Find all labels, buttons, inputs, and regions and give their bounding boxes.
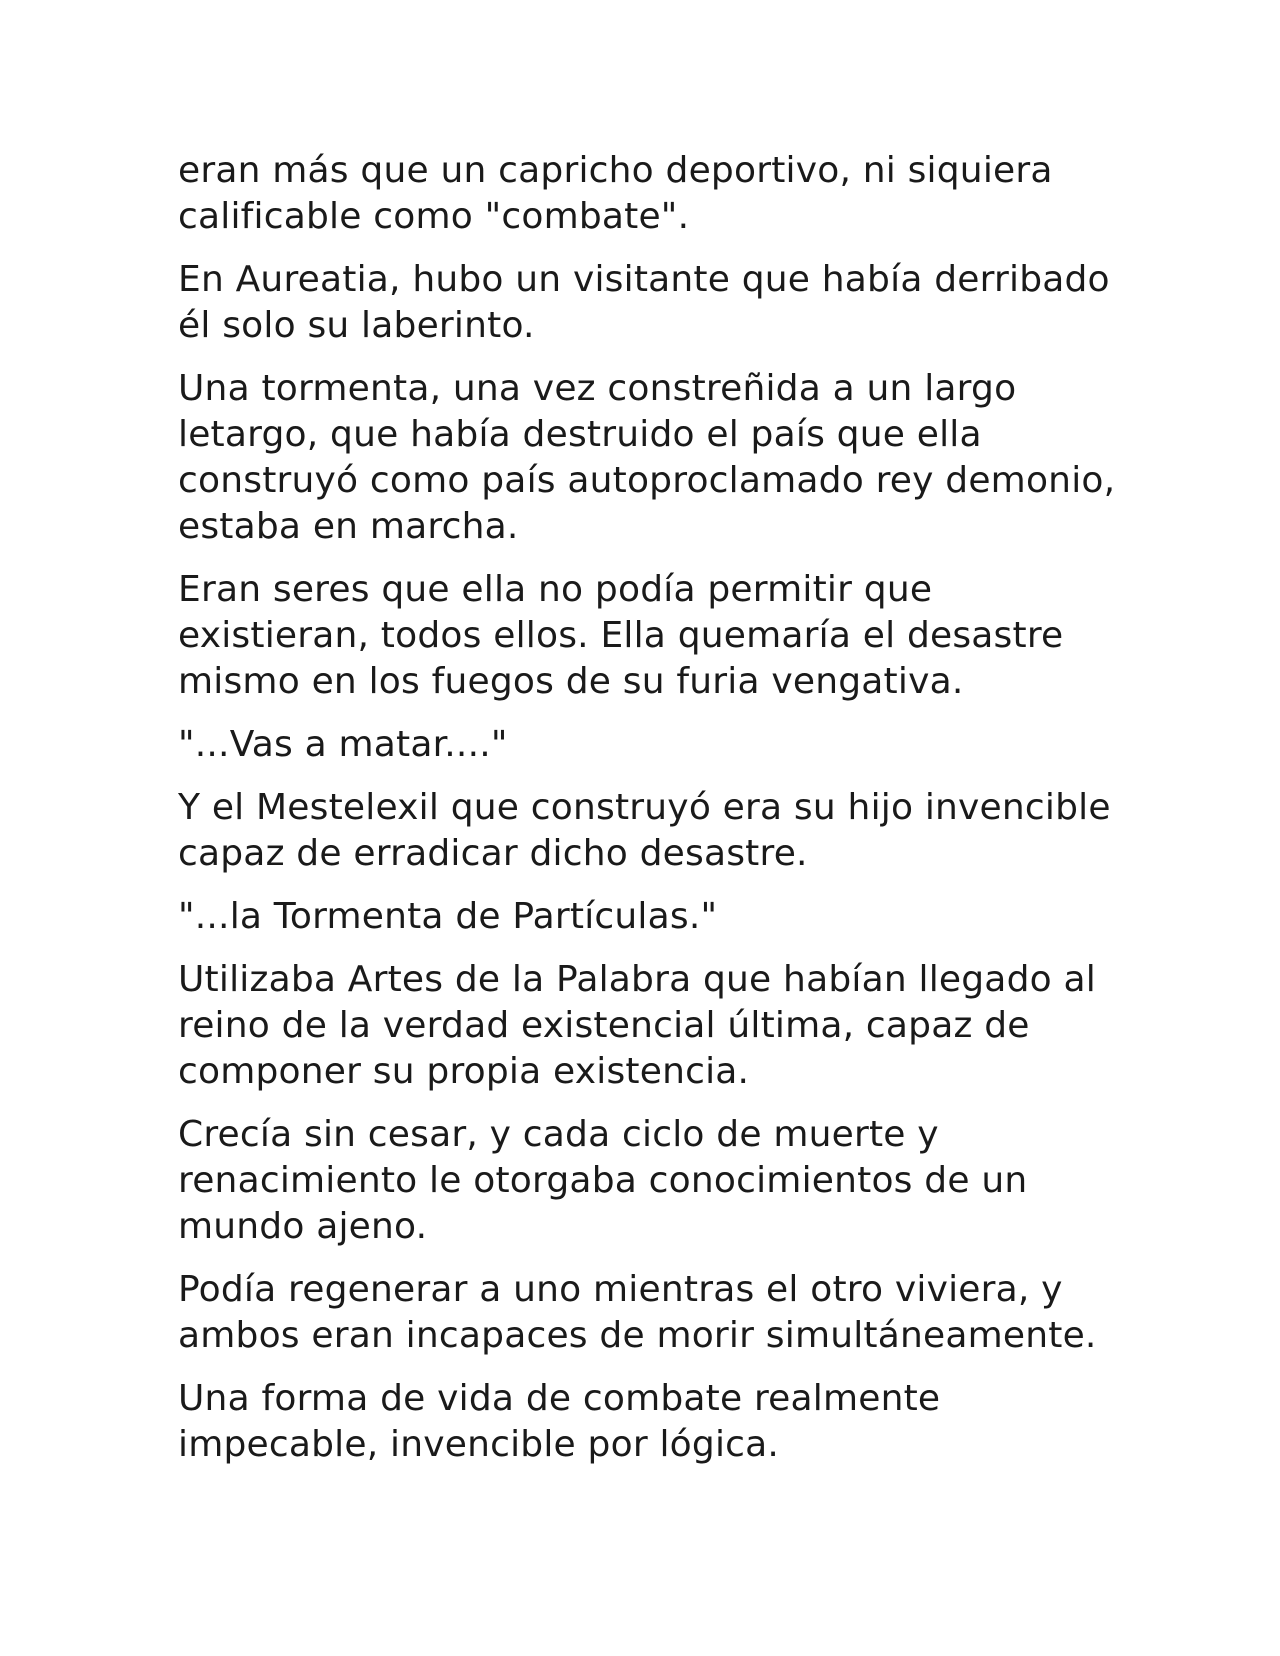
paragraph: Crecía sin cesar, y cada ciclo de muerte y renacimiento le otorgaba conocimientos de un mundo ajeno. (178, 1114, 1028, 1247)
paragraph: Y el Mestelexil que construyó era su hijo invencible capaz de erradicar dicho desastre. (178, 787, 1111, 874)
text-body (178, 148, 1118, 1485)
paragraph: "...Vas a matar...." (178, 724, 508, 765)
paragraph: Una tormenta, una vez constreñida a un largo letargo, que había destruido el país que ella construyó como país autoproclamado rey demonio, estaba en marcha. (178, 368, 1116, 547)
paragraph: Una forma de vida de combate realmente impecable, invencible por lógica. (178, 1378, 941, 1465)
paragraph: Eran seres que ella no podía permitir que existieran, todos ellos. Ella quemaría el desastre mismo en los fuegos de su furia vengativa. (178, 569, 1064, 702)
paragraph: Utilizaba Artes de la Palabra que habían llegado al reino de la verdad existencial última, capaz de componer su propia existencia. (178, 959, 1096, 1092)
paragraph: Podía regenerar a uno mientras el otro viviera, y ambos eran incapaces de morir simultáneamente. (178, 1269, 1097, 1356)
paragraph: En Aureatia, hubo un visitante que había derribado él solo su laberinto. (178, 259, 1110, 346)
paragraph: eran más que un capricho deportivo, ni siquiera calificable como "combate". (178, 150, 1053, 237)
paragraph: "...la Tormenta de Partículas." (178, 896, 718, 937)
